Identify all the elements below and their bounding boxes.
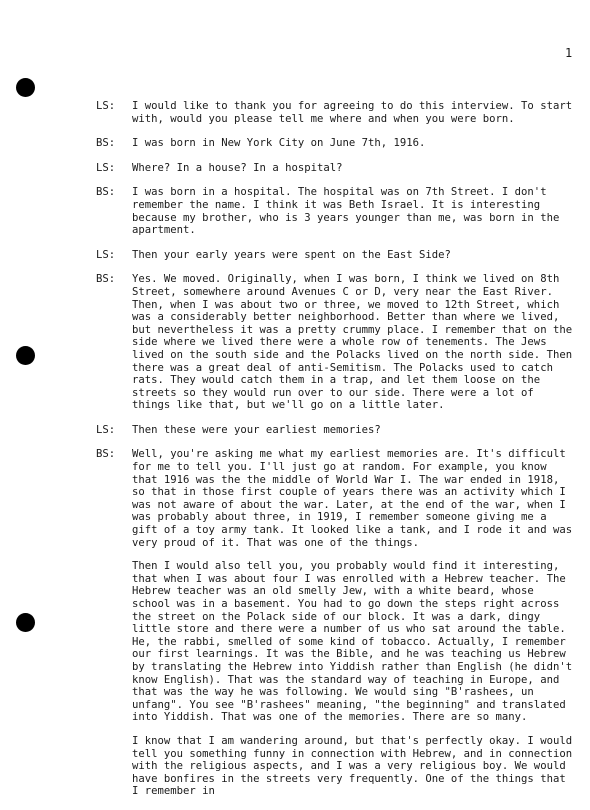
utterance	[132, 249, 576, 262]
speaker-label: BS:	[96, 137, 116, 150]
utterance-paragraph: Where? In a house? In a hospital?	[132, 161, 343, 174]
utterance	[132, 100, 576, 125]
utterance	[132, 448, 576, 797]
page-number: 1	[565, 46, 573, 60]
speaker-label: LS:	[96, 248, 116, 261]
utterance-paragraph: I was born in New York City on June 7th, 1916.	[132, 137, 426, 150]
speaker-label: BS:	[96, 448, 116, 461]
speaker-label: BS:	[96, 186, 116, 199]
transcript-turn	[96, 186, 576, 236]
utterance-paragraph: Then I would also tell you, you probably would find it interesting, that when I was about four I was enrolled with a Hebrew teacher. The Hebrew teacher was an old smelly Jew, with a white beard, whose school was in a basement. You had to go down the steps right across the street on the Polack side of our block. It was a dark, dingy little store and there were a number of us who sat around the table. He, the rabbi, smelled of some kind of tobacco. Actually, I remember our first learnings. It was the Bible, and he was teaching us Hebrew by translating the Hebrew into Yiddish rather than English (he didn't know English). That was the standard way of teaching in Europe, and that was the way he was following. We would sing "B'rashees, un unfang". You see "B'rashees" meaning, "the beginning" and translated into Yiddish. That was one of the memories. There are so many.	[132, 560, 573, 724]
transcript-turn	[96, 273, 576, 412]
utterance-paragraph: Then your early years were spent on the East Side?	[132, 248, 451, 261]
speaker-label: LS:	[96, 423, 116, 436]
punch-hole-middle	[16, 346, 35, 365]
utterance-paragraph: Yes. We moved. Originally, when I was born, I think we lived on 8th Street, somewhere around Avenues C or D, very near the East River. Then, when I was about two or three, we moved to 12th Street, which was a considerably better neighborhood. Better than where we lived, but nevertheless it was a pretty crummy place. I remember that on the side where we lived there were a whole row of tenements. The Jews lived on the south side and the Polacks lived on the north side. Then there was a great deal of anti-Semitism. The Polacks used to catch rats. They would catch them in a trap, and let them loose on the streets so they would run over to our side. There were a lot of things like that, but we'll go on a little later.	[132, 273, 573, 412]
speaker-label: LS:	[96, 100, 116, 112]
utterance-paragraph: I know that I am wandering around, but that's perfectly okay. I would tell you something funny in connection with Hebrew, and in connection with the religious aspects, and I was a very religious boy. We would have bonfires in the streets very frequently. One of the things that I remember in	[132, 734, 573, 798]
punch-hole-top	[16, 78, 35, 97]
transcript-turn	[96, 448, 576, 797]
transcript-turn	[96, 249, 576, 262]
utterance	[132, 186, 576, 236]
transcript	[96, 100, 576, 810]
transcript-turn	[96, 162, 576, 175]
utterance	[132, 162, 576, 175]
utterance-paragraph: Then these were your earliest memories?	[132, 423, 381, 436]
utterance	[132, 137, 576, 150]
punch-hole-bottom	[16, 613, 35, 632]
utterance	[132, 424, 576, 437]
speaker-label: BS:	[96, 273, 116, 286]
utterance-paragraph: I was born in a hospital. The hospital was on 7th Street. I don't remember the name. I think it was Beth Israel. It is interesting because my brother, who is 3 years younger than me, was born in the apartment.	[132, 186, 560, 237]
transcript-turn	[96, 100, 576, 125]
utterance	[132, 273, 576, 412]
utterance-paragraph: Well, you're asking me what my earliest memories are. It's difficult for me to tell you. I'll just go at random. For example, you know that 1916 was the the middle of World War I. The war ended in 1918, so that in those first couple of years there was an activity which I was not aware of about the war. Later, at the end of the war, when I was probably about three, in 1919, I remember someone giving me a gift of a toy army tank. It looked like a tank, and I rode it and was very proud of it. That was one of the things.	[132, 448, 573, 549]
speaker-label: LS:	[96, 161, 116, 174]
transcript-turn	[96, 424, 576, 437]
transcript-turn	[96, 137, 576, 150]
utterance-paragraph: I would like to thank you for agreeing to do this interview. To start with, would you please tell me where and when you were born.	[132, 100, 573, 125]
